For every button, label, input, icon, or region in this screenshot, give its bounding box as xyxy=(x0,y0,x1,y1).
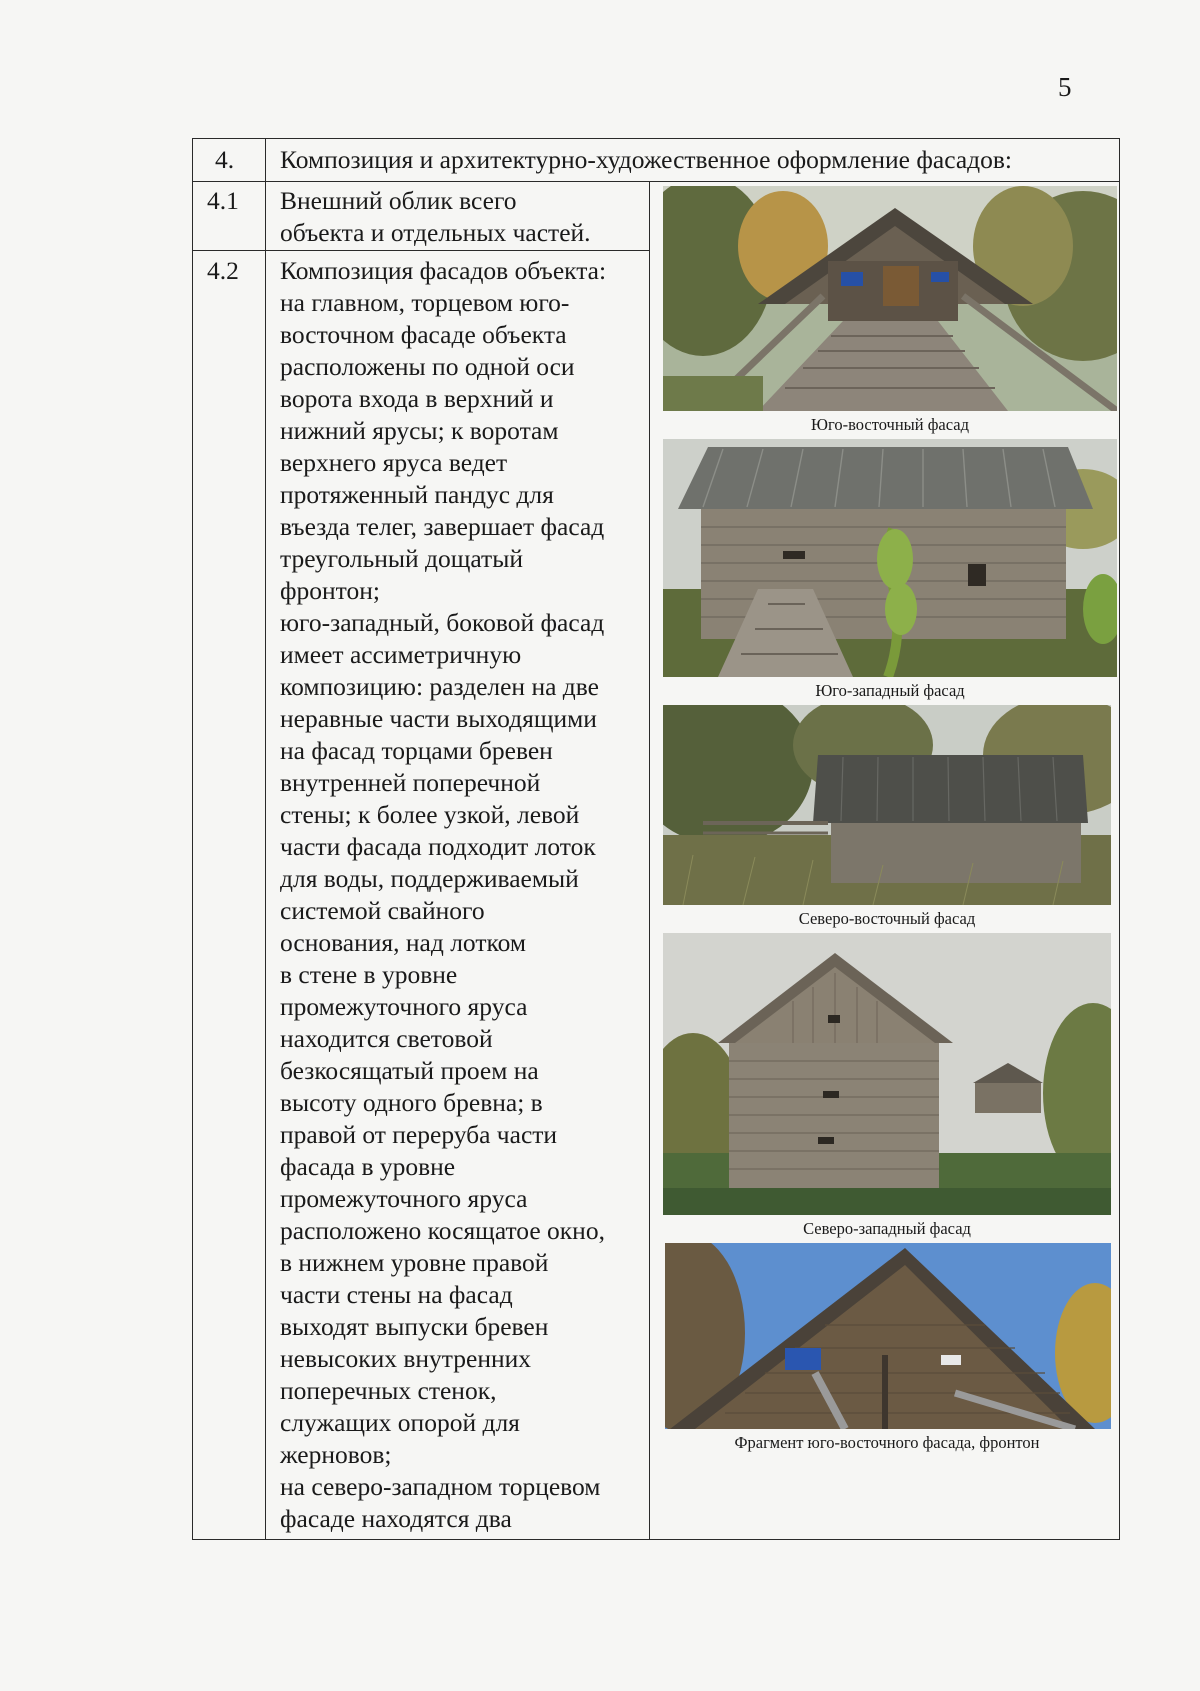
photo-north-east-facade xyxy=(663,705,1111,905)
page-number: 5 xyxy=(1058,72,1072,102)
row-text: Внешний облик всего объекта и отдельных частей. xyxy=(280,186,591,247)
photo-gable-fragment xyxy=(665,1243,1111,1429)
photo-caption: Северо-восточный фасад xyxy=(798,909,976,928)
column-divider-photos xyxy=(649,181,650,1539)
photo-caption: Северо-западный фасад xyxy=(803,1219,971,1238)
row-number: 4.1 xyxy=(207,186,239,215)
row-divider-header xyxy=(193,181,1119,182)
facade-composition-table xyxy=(192,138,1120,1540)
photo-north-west-facade xyxy=(663,933,1111,1215)
photo-south-east-facade xyxy=(663,186,1117,411)
row-number: 4.2 xyxy=(207,256,239,285)
photo-south-west-facade xyxy=(663,439,1117,677)
section-heading: Композиция и архитектурно-художественное оформление фасадов: xyxy=(280,145,1013,174)
photo-caption: Юго-восточный фасад xyxy=(811,415,969,434)
row-divider-4-1 xyxy=(193,250,650,251)
row-number: 4. xyxy=(215,145,235,174)
photo-caption: Фрагмент юго-восточного фасада, фронтон xyxy=(734,1433,1040,1452)
column-divider-number xyxy=(265,139,266,1539)
row-text: Композиция фасадов объекта: на главном, торцевом юго- восточном фасаде объекта расположены по одной оси ворота входа в верхний и нижний ярусы; к воротам верхнего яруса ведет протяженный пандус для въезда телег, завершает фасад треугольный дощатый фронтон; юго-западный, боковой фасад имеет ассиметричную композицию: разделен на две неравные части выходящими на фасад торцами бревен внутренней поперечной стены; к более узкой, левой части фасада подходит лоток для воды, поддерживаемый системой свайного основания, над лотком в стене в уровне промежуточного яруса находится световой безкосящатый проем на высоту одного бревна; в правой от переруба части фасада в уровне промежуточного яруса расположено косящатое окно, в нижнем уровне правой части стены на фасад выходят выпуски бревен невысоких внутренних поперечных стенок, служащих опорой для жерновов; на северо-западном торцевом фасаде находятся два xyxy=(280,256,607,1533)
photo-caption: Юго-западный фасад xyxy=(815,681,965,700)
